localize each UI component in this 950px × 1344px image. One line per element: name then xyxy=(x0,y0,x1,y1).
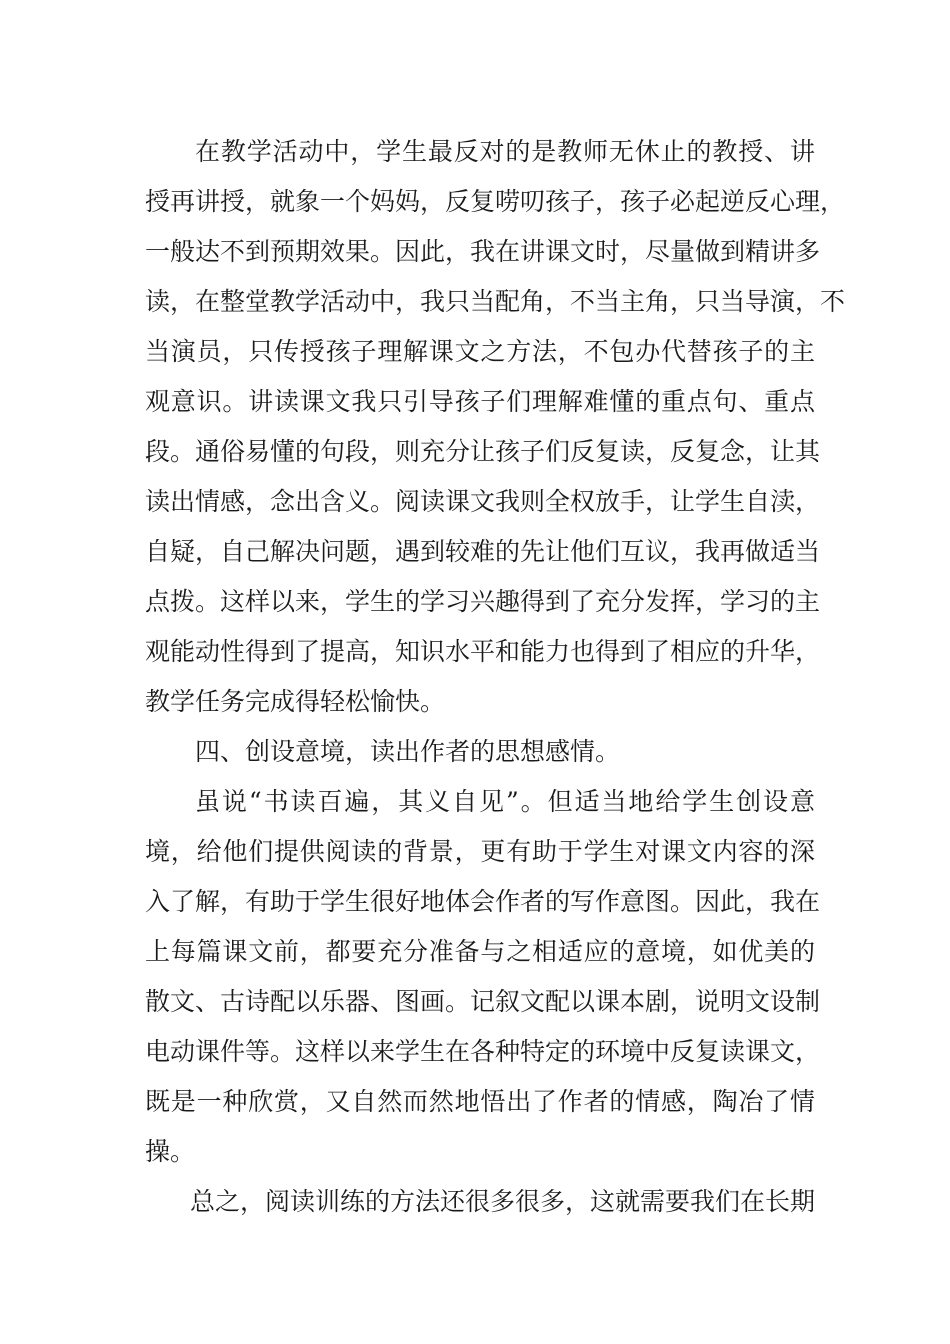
paragraph-line: 操。 xyxy=(145,1137,196,1166)
paragraph-line: 教学任务完成得轻松愉快。 xyxy=(145,687,446,716)
paragraph-line: 入了解，有助于学生很好地体会作者的写作意图。因此，我在 xyxy=(145,887,821,916)
paragraph-line: 自疑，自己解决问题，遇到较难的先让他们互议，我再做适当 xyxy=(145,537,821,566)
paragraph-line: 读出情感，念出含义。阅读课文我则全权放手，让学生自渎， xyxy=(145,487,821,516)
paragraph-line: 读，在整堂教学活动中，我只当配角，不当主角，只当导演，不 xyxy=(145,287,846,316)
paragraph-line: 电动课件等。这样以来学生在各种特定的环境中反复读课文， xyxy=(145,1037,821,1066)
paragraph-line: 观意识。讲读课文我只引导孩子们理解难懂的重点句、重点 xyxy=(145,387,815,416)
paragraph-line: 段。通俗易懂的句段，则充分让孩子们反复读，反复念，让其 xyxy=(145,437,821,466)
paragraph-line: 一般达不到预期效果。因此，我在讲课文时，尽量做到精讲多 xyxy=(145,237,821,266)
paragraph-line: 境，给他们提供阅读的背景，更有助于学生对课文内容的深 xyxy=(145,837,815,866)
paragraph-line: 散文、古诗配以乐器、图画。记叙文配以课本剧，说明文设制 xyxy=(145,987,821,1016)
paragraph-line: 虽说“书读百遍，其义自见”。但适当地给学生创设意 xyxy=(195,787,815,816)
paragraph-line: 观能动性得到了提高，知识水平和能力也得到了相应的升华， xyxy=(145,637,821,666)
paragraph-line: 在教学活动中，学生最反对的是教师无休止的教授、讲 xyxy=(195,137,815,166)
paragraph-line: 上每篇课文前，都要充分准备与之相适应的意境，如优美的 xyxy=(145,937,815,966)
paragraph-line: 点拨。这样以来，学生的学习兴趣得到了充分发挥，学习的主 xyxy=(145,587,821,616)
paragraph-line: 总之，阅读训练的方法还很多很多，这就需要我们在长期 xyxy=(190,1187,816,1216)
paragraph-line: 当演员，只传授孩子理解课文之方法，不包办代替孩子的主 xyxy=(145,337,815,366)
section-heading: 四、创设意境，读出作者的思想感情。 xyxy=(195,737,621,766)
paragraph-line: 既是一种欣赏，又自然而然地悟出了作者的情感，陶冶了情 xyxy=(145,1087,815,1116)
paragraph-line: 授再讲授，就象一个妈妈，反复唠叨孩子，孩子必起逆反心理， xyxy=(145,187,846,216)
